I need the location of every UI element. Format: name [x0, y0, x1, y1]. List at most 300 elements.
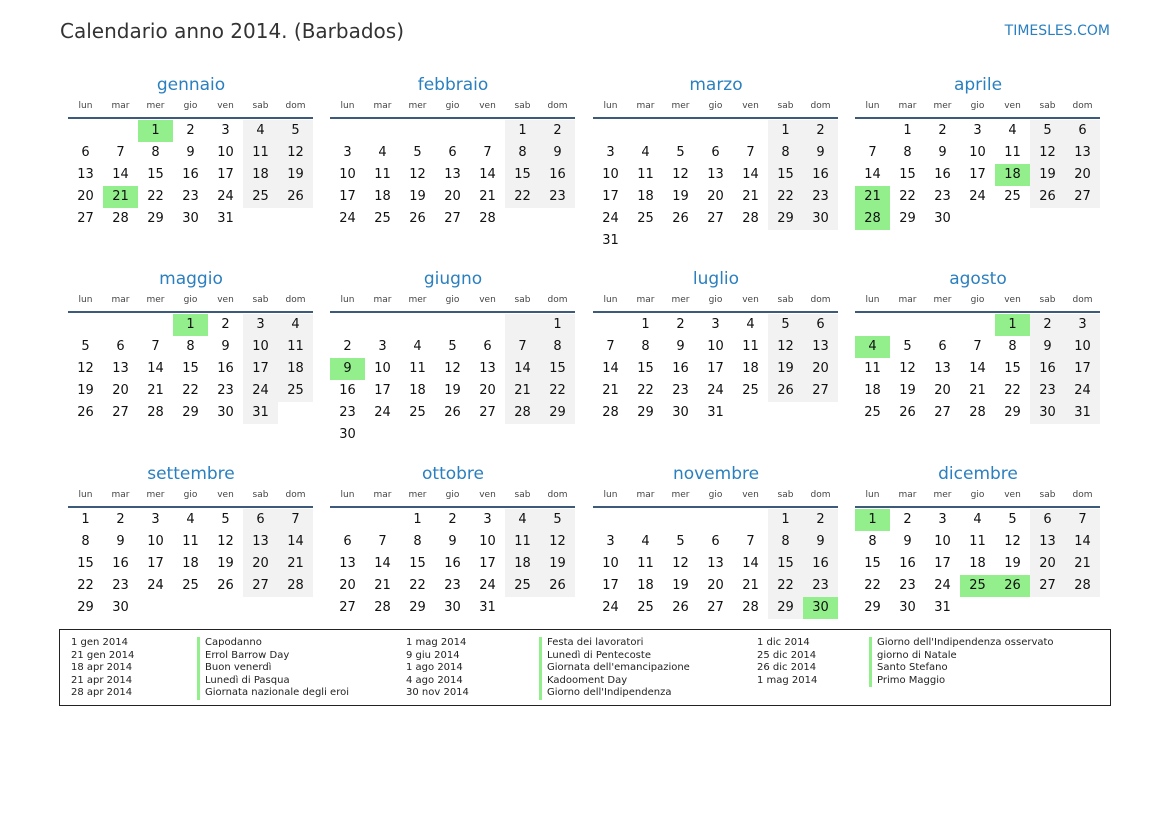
- day-grid: [593, 314, 839, 424]
- day-cell: 10: [969, 145, 986, 160]
- day-cell: 28: [479, 211, 496, 226]
- day-cell: 2: [903, 512, 912, 527]
- empty-cell: [138, 597, 173, 619]
- day-cell: 29: [409, 600, 426, 615]
- day-cell: 23: [1030, 380, 1065, 402]
- day-cell: 3: [606, 145, 615, 160]
- day-cell: 25: [742, 383, 759, 398]
- day-cell: 29: [77, 600, 94, 615]
- day-grid: [330, 120, 576, 230]
- day-cell: 15: [637, 361, 654, 376]
- month-marzo: [593, 73, 839, 252]
- day-cell: 1: [768, 509, 803, 531]
- weekday-label: mar: [898, 490, 917, 500]
- day-cell: 14: [969, 361, 986, 376]
- day-cell: 15: [1004, 361, 1021, 376]
- day-cell: 3: [151, 512, 160, 527]
- empty-cell: [855, 314, 890, 336]
- day-cell: 29: [147, 211, 164, 226]
- day-cell: 30: [182, 211, 199, 226]
- day-cell: 2: [1030, 314, 1065, 336]
- day-cell: 28: [112, 211, 129, 226]
- day-cell: 2: [676, 317, 685, 332]
- empty-cell: [505, 424, 540, 446]
- day-cell: 7: [746, 534, 755, 549]
- day-cell: 24: [217, 189, 234, 204]
- weekday-label: dom: [547, 295, 568, 305]
- empty-cell: [995, 597, 1030, 619]
- empty-cell: [698, 120, 733, 142]
- day-cell: 14: [742, 556, 759, 571]
- day-cell: 5: [278, 120, 313, 142]
- day-cell: 4: [641, 145, 650, 160]
- day-cell: 17: [707, 361, 724, 376]
- empty-cell: [803, 402, 838, 424]
- month-name: luglio: [692, 269, 740, 289]
- holiday-dates-column: [406, 637, 469, 700]
- day-cell: 4: [413, 339, 422, 354]
- month-name: aprile: [953, 75, 1003, 95]
- weekday-label: sab: [514, 295, 531, 305]
- day-cell: 11: [742, 339, 759, 354]
- day-cell: 16: [339, 383, 356, 398]
- day-cell: 5: [903, 339, 912, 354]
- day-cell: 8: [768, 531, 803, 553]
- day-cell: 1: [855, 509, 890, 531]
- day-cell: 13: [1030, 531, 1065, 553]
- day-cell: 28: [374, 600, 391, 615]
- day-grid: [68, 314, 314, 424]
- day-cell: 16: [672, 361, 689, 376]
- day-cell: 22: [505, 186, 540, 208]
- day-cell: 14: [147, 361, 164, 376]
- day-cell: 25: [374, 211, 391, 226]
- empty-cell: [803, 230, 838, 252]
- day-cell: 7: [378, 534, 387, 549]
- month-name: maggio: [159, 269, 223, 289]
- weekday-label: gio: [970, 490, 985, 500]
- empty-cell: [733, 509, 768, 531]
- day-cell: 27: [1065, 186, 1100, 208]
- day-cell: 16: [803, 164, 838, 186]
- weekday-label: dom: [810, 490, 831, 500]
- day-cell: 14: [864, 167, 881, 182]
- day-cell: 4: [243, 120, 278, 142]
- day-cell: 6: [803, 314, 838, 336]
- month-name: novembre: [672, 464, 760, 484]
- holiday-name: Lunedì di Pasqua: [205, 674, 290, 686]
- day-cell: 6: [343, 534, 352, 549]
- weekday-label: sab: [514, 101, 531, 111]
- day-cell: 21: [147, 383, 164, 398]
- day-cell: 14: [1065, 531, 1100, 553]
- weekday-label: gio: [970, 295, 985, 305]
- empty-cell: [698, 509, 733, 531]
- day-cell: 22: [147, 189, 164, 204]
- weekday-label: mar: [373, 490, 392, 500]
- day-cell: 10: [707, 339, 724, 354]
- day-cell: 10: [217, 145, 234, 160]
- month-febbraio: [330, 73, 576, 230]
- day-cell: 11: [637, 167, 654, 182]
- day-cell: 14: [479, 167, 496, 182]
- day-cell: 26: [409, 211, 426, 226]
- day-cell: 7: [483, 145, 492, 160]
- weekday-label: mar: [636, 490, 655, 500]
- weekday-label: lun: [865, 490, 880, 500]
- weekday-label: ven: [217, 295, 234, 305]
- holiday-name: Santo Stefano: [877, 662, 948, 673]
- day-cell: 28: [742, 600, 759, 615]
- weekday-header: [593, 487, 839, 504]
- day-cell: 15: [77, 556, 94, 571]
- day-cell: 12: [217, 534, 234, 549]
- month-separator: [855, 117, 1100, 119]
- empty-cell: [995, 208, 1030, 230]
- day-cell: 1: [505, 120, 540, 142]
- day-cell: 12: [278, 142, 313, 164]
- weekday-label: ven: [479, 295, 496, 305]
- weekday-label: gio: [183, 490, 198, 500]
- day-cell: 16: [182, 167, 199, 182]
- empty-cell: [208, 597, 243, 619]
- day-cell: 29: [768, 208, 803, 230]
- day-cell: 1: [768, 120, 803, 142]
- day-cell: 26: [672, 600, 689, 615]
- day-cell: 1: [173, 314, 208, 336]
- day-cell: 27: [707, 211, 724, 226]
- day-cell: 4: [746, 317, 755, 332]
- day-cell: 17: [602, 189, 619, 204]
- day-cell: 26: [1030, 186, 1065, 208]
- day-cell: 9: [221, 339, 230, 354]
- month-aprile: [855, 73, 1101, 230]
- weekday-header: [68, 98, 314, 115]
- day-cell: 7: [278, 509, 313, 531]
- weekday-label: sab: [777, 490, 794, 500]
- weekday-label: mar: [111, 101, 130, 111]
- empty-cell: [68, 314, 103, 336]
- day-cell: 25: [637, 600, 654, 615]
- month-separator: [593, 506, 838, 508]
- month-separator: [68, 117, 313, 119]
- day-cell: 23: [803, 575, 838, 597]
- month-name: gennaio: [156, 75, 226, 95]
- day-cell: 14: [602, 361, 619, 376]
- day-cell: 13: [444, 167, 461, 182]
- empty-cell: [593, 314, 628, 336]
- day-cell: 18: [742, 361, 759, 376]
- day-cell: 13: [243, 531, 278, 553]
- day-cell: 5: [540, 509, 575, 531]
- day-grid: [593, 509, 839, 619]
- day-cell: 19: [672, 189, 689, 204]
- empty-cell: [330, 314, 365, 336]
- weekday-header: [855, 487, 1101, 504]
- empty-cell: [1030, 208, 1065, 230]
- weekday-header: [855, 98, 1101, 115]
- empty-cell: [768, 402, 803, 424]
- day-cell: 16: [217, 361, 234, 376]
- day-cell: 4: [378, 145, 387, 160]
- day-cell: 6: [1030, 509, 1065, 531]
- day-cell: 26: [672, 211, 689, 226]
- day-cell: 26: [444, 405, 461, 420]
- day-cell: 14: [742, 167, 759, 182]
- weekday-label: gio: [708, 101, 723, 111]
- month-name: febbraio: [417, 75, 489, 95]
- day-cell: 27: [803, 380, 838, 402]
- month-name: giugno: [423, 269, 483, 289]
- month-separator: [330, 311, 575, 313]
- weekday-label: mer: [408, 101, 427, 111]
- weekday-label: dom: [285, 101, 306, 111]
- day-cell: 3: [221, 123, 230, 138]
- day-cell: 17: [602, 578, 619, 593]
- day-cell: 3: [243, 314, 278, 336]
- day-cell: 10: [1065, 336, 1100, 358]
- day-cell: 25: [960, 575, 995, 597]
- day-cell: 7: [973, 339, 982, 354]
- day-cell: 27: [934, 405, 951, 420]
- empty-cell: [365, 424, 400, 446]
- day-cell: 16: [444, 556, 461, 571]
- day-cell: 27: [243, 575, 278, 597]
- day-cell: 30: [339, 427, 356, 442]
- day-cell: 8: [868, 534, 877, 549]
- day-cell: 30: [1030, 402, 1065, 424]
- empty-cell: [365, 314, 400, 336]
- weekday-header: [330, 98, 576, 115]
- weekday-label: lun: [865, 295, 880, 305]
- day-cell: 28: [505, 402, 540, 424]
- holiday-list: [59, 629, 1111, 706]
- day-cell: 6: [81, 145, 90, 160]
- site-link[interactable]: TIMESLES.COM: [1004, 23, 1110, 39]
- day-cell: 24: [602, 600, 619, 615]
- day-cell: 17: [217, 167, 234, 182]
- weekday-label: ven: [1004, 490, 1021, 500]
- day-cell: 23: [540, 186, 575, 208]
- day-cell: 30: [899, 600, 916, 615]
- day-cell: 4: [641, 534, 650, 549]
- day-cell: 26: [278, 186, 313, 208]
- day-cell: 14: [112, 167, 129, 182]
- day-cell: 15: [505, 164, 540, 186]
- day-cell: 9: [116, 534, 125, 549]
- day-cell: 26: [995, 575, 1030, 597]
- day-cell: 29: [637, 405, 654, 420]
- weekday-label: sab: [1039, 101, 1056, 111]
- empty-cell: [505, 208, 540, 230]
- day-cell: 24: [339, 211, 356, 226]
- holiday-date: 1 mag 2014: [406, 637, 467, 648]
- empty-cell: [470, 424, 505, 446]
- weekday-label: ven: [742, 101, 759, 111]
- day-cell: 4: [505, 509, 540, 531]
- day-cell: 19: [217, 556, 234, 571]
- holiday-name: Festa dei lavoratori: [547, 637, 644, 648]
- weekday-label: dom: [547, 490, 568, 500]
- weekday-label: gio: [183, 295, 198, 305]
- day-cell: 20: [1065, 164, 1100, 186]
- day-cell: 19: [77, 383, 94, 398]
- day-cell: 4: [855, 336, 890, 358]
- day-cell: 11: [374, 167, 391, 182]
- day-cell: 7: [1065, 509, 1100, 531]
- day-cell: 19: [278, 164, 313, 186]
- empty-cell: [278, 208, 313, 230]
- day-cell: 18: [278, 358, 313, 380]
- holiday-name: Giornata nazionale degli eroi: [205, 687, 349, 698]
- day-cell: 8: [505, 142, 540, 164]
- weekday-label: mar: [373, 295, 392, 305]
- day-cell: 6: [483, 339, 492, 354]
- day-cell: 18: [409, 383, 426, 398]
- month-agosto: [855, 267, 1101, 424]
- day-cell: 8: [81, 534, 90, 549]
- day-cell: 1: [138, 120, 173, 142]
- weekday-label: mer: [146, 295, 165, 305]
- day-cell: 18: [182, 556, 199, 571]
- day-cell: 21: [602, 383, 619, 398]
- day-cell: 11: [278, 336, 313, 358]
- day-cell: 21: [374, 578, 391, 593]
- holiday-names-column: [539, 637, 690, 700]
- day-cell: 28: [1065, 575, 1100, 597]
- day-cell: 24: [1065, 380, 1100, 402]
- day-cell: 7: [151, 339, 160, 354]
- empty-cell: [138, 314, 173, 336]
- day-cell: 18: [637, 189, 654, 204]
- holiday-name: Giornata dell'emancipazione: [547, 662, 690, 673]
- day-cell: 10: [243, 336, 278, 358]
- day-cell: 25: [637, 211, 654, 226]
- holiday-date: 1 ago 2014: [406, 662, 463, 673]
- weekday-label: lun: [603, 101, 618, 111]
- day-cell: 30: [934, 211, 951, 226]
- day-cell: 4: [1008, 123, 1017, 138]
- day-cell: 10: [374, 361, 391, 376]
- day-cell: 20: [1030, 553, 1065, 575]
- weekday-label: gio: [445, 101, 460, 111]
- empty-cell: [1065, 208, 1100, 230]
- weekday-label: dom: [285, 490, 306, 500]
- weekday-label: ven: [1004, 101, 1021, 111]
- weekday-label: gio: [445, 295, 460, 305]
- holiday-name: Errol Barrow Day: [205, 649, 290, 661]
- day-cell: 21: [1065, 553, 1100, 575]
- weekday-label: sab: [252, 490, 269, 500]
- day-cell: 13: [112, 361, 129, 376]
- day-cell: 28: [742, 211, 759, 226]
- holiday-date: 1 gen 2014: [71, 637, 129, 648]
- day-cell: 1: [540, 314, 575, 336]
- day-cell: 25: [409, 405, 426, 420]
- month-name: ottobre: [422, 464, 484, 484]
- day-grid: [330, 314, 576, 446]
- holiday-date: 21 gen 2014: [71, 649, 135, 661]
- weekday-label: mer: [408, 295, 427, 305]
- day-cell: 30: [803, 597, 838, 619]
- weekday-header: [68, 487, 314, 504]
- day-cell: 24: [479, 578, 496, 593]
- day-cell: 8: [768, 142, 803, 164]
- holiday-date: 4 ago 2014: [406, 674, 463, 686]
- day-cell: 11: [637, 556, 654, 571]
- page-title: Calendario anno 2014. (Barbados): [60, 19, 405, 43]
- day-cell: 3: [343, 145, 352, 160]
- month-name: marzo: [689, 75, 743, 95]
- day-cell: 8: [1008, 339, 1017, 354]
- day-cell: 9: [1030, 336, 1065, 358]
- day-cell: 1: [413, 512, 422, 527]
- day-cell: 19: [1030, 164, 1065, 186]
- empty-cell: [540, 597, 575, 619]
- weekday-label: mer: [933, 295, 952, 305]
- day-cell: 5: [1008, 512, 1017, 527]
- day-cell: 24: [243, 380, 278, 402]
- empty-cell: [593, 120, 628, 142]
- day-cell: 13: [707, 167, 724, 182]
- weekday-label: sab: [252, 101, 269, 111]
- holiday-name: Giorno dell'Indipendenza osservato: [877, 637, 1054, 648]
- day-cell: 11: [1004, 145, 1021, 160]
- day-cell: 12: [77, 361, 94, 376]
- day-grid: [68, 120, 314, 230]
- day-cell: 9: [676, 339, 685, 354]
- day-cell: 26: [768, 380, 803, 402]
- weekday-header: [855, 292, 1101, 309]
- weekday-label: sab: [777, 295, 794, 305]
- day-cell: 10: [602, 556, 619, 571]
- day-cell: 27: [339, 600, 356, 615]
- day-cell: 14: [278, 531, 313, 553]
- weekday-label: mer: [671, 101, 690, 111]
- day-cell: 13: [1065, 142, 1100, 164]
- day-cell: 20: [112, 383, 129, 398]
- day-cell: 18: [505, 553, 540, 575]
- day-cell: 16: [934, 167, 951, 182]
- empty-cell: [663, 120, 698, 142]
- day-cell: 25: [182, 578, 199, 593]
- weekday-label: ven: [217, 490, 234, 500]
- day-cell: 10: [479, 534, 496, 549]
- day-cell: 15: [540, 358, 575, 380]
- empty-cell: [628, 230, 663, 252]
- holiday-date: 1 dic 2014: [757, 637, 810, 648]
- day-cell: 3: [938, 512, 947, 527]
- month-settembre: [68, 462, 314, 619]
- day-cell: 19: [540, 553, 575, 575]
- day-cell: 6: [243, 509, 278, 531]
- day-cell: 2: [186, 123, 195, 138]
- holiday-date: 9 giu 2014: [406, 649, 460, 661]
- day-cell: 22: [540, 380, 575, 402]
- day-cell: 9: [803, 142, 838, 164]
- day-cell: 20: [803, 358, 838, 380]
- day-grid: [68, 509, 314, 619]
- empty-cell: [365, 509, 400, 531]
- day-cell: 18: [995, 164, 1030, 186]
- holiday-dates-column: [757, 637, 817, 687]
- empty-cell: [103, 120, 138, 142]
- day-cell: 3: [711, 317, 720, 332]
- day-cell: 23: [112, 578, 129, 593]
- day-cell: 12: [409, 167, 426, 182]
- day-cell: 21: [103, 186, 138, 208]
- weekday-label: mar: [111, 490, 130, 500]
